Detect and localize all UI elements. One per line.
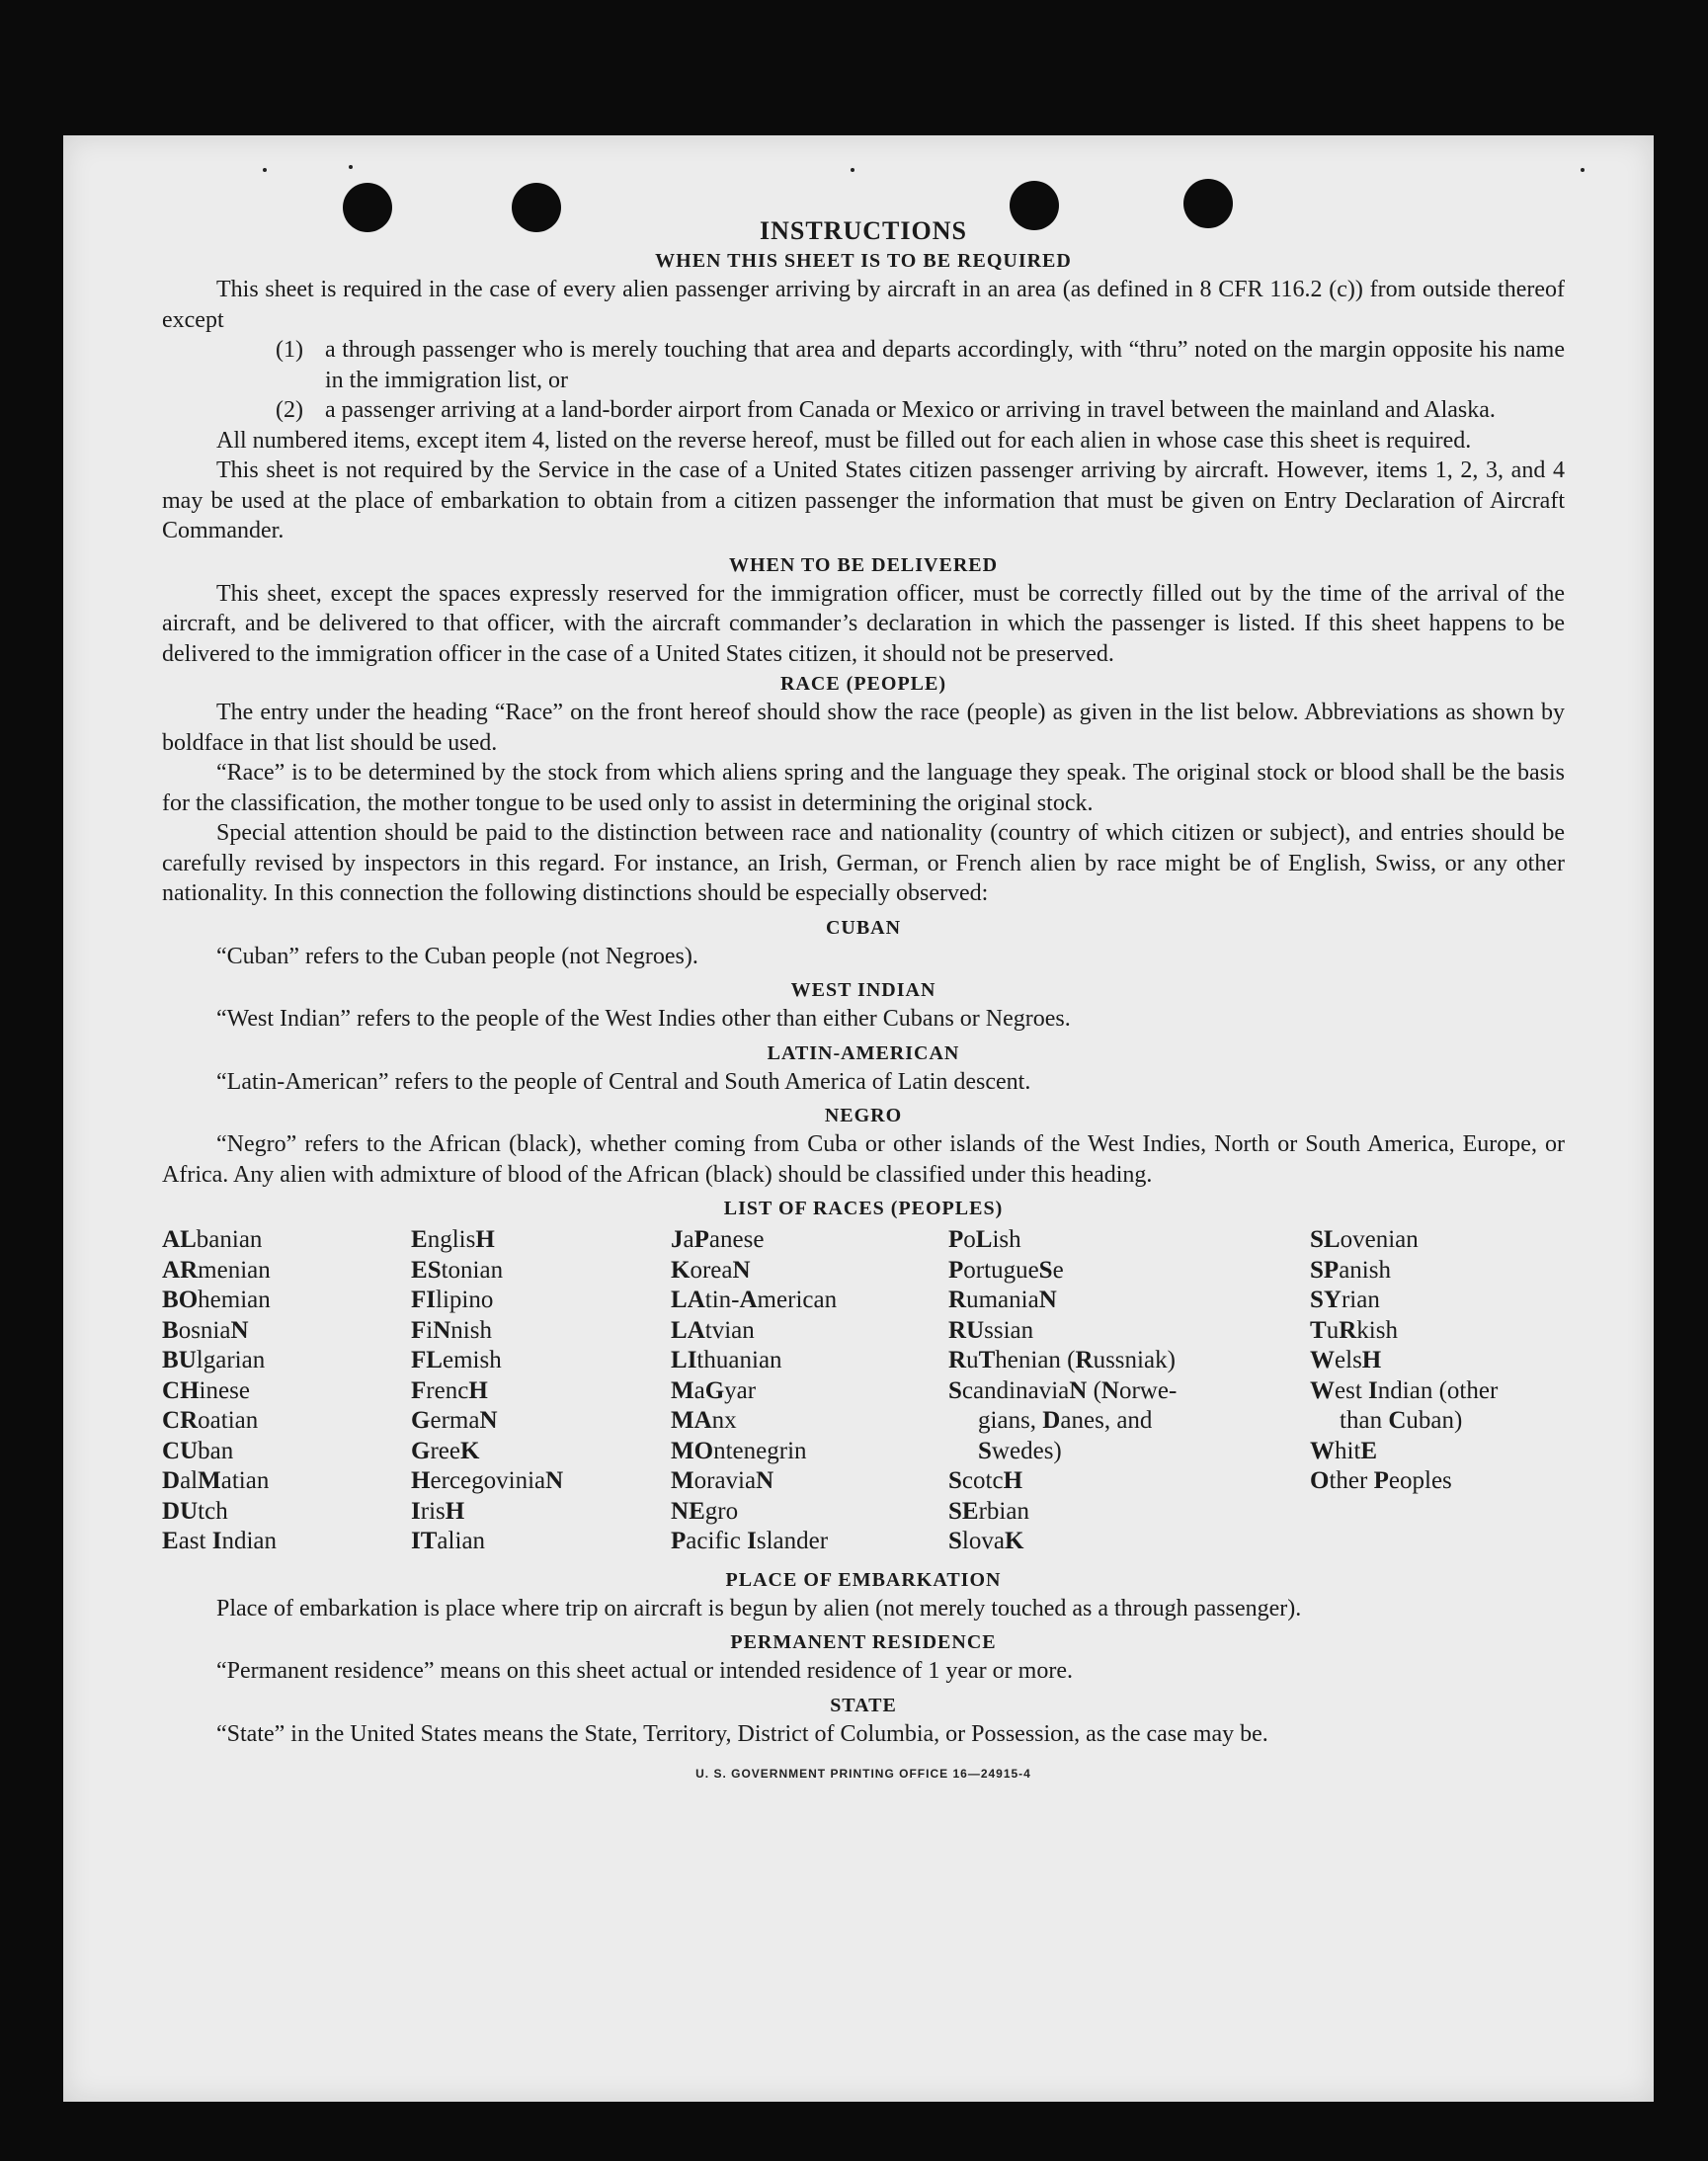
race-entry: WelsH: [1310, 1347, 1382, 1373]
race-entry: LAtin-American: [671, 1287, 838, 1313]
paragraph-race-distinction: Special attention should be paid to the distinction between race and nationality (country of which citizen or subject), and entries should be carefully revised by inspectors in this regard. For instance, an Irish, German, or French alien by race might be of English, Swiss, or any other nationality. In this connection the following distinctions should be especially observed:: [162, 820, 1565, 906]
race-entry: CHinese: [162, 1376, 250, 1404]
race-entry: Swedes): [978, 1437, 1062, 1464]
race-entry: gians, Danes, and: [978, 1407, 1153, 1434]
paragraph-delivered: This sheet, except the spaces expressly reserved for the immigration officer, must be correctly filled out by the time of the arrival of the aircraft, and be delivered to that officer, with the aircraft commander’s declaration in which the passenger is listed. If this sheet happens to be delivered to the immigration officer in the case of a United States citizen, it should not be preserved.: [162, 580, 1565, 667]
paragraph-required-intro: This sheet is required in the case of every alien passenger arriving by aircraft in an area (as defined in 8 CFR 116.2 (c)) from outside thereof except: [162, 277, 1565, 333]
heading-permanent-residence: PERMANENT RESIDENCE: [730, 1631, 997, 1653]
race-entry: BUlgarian: [162, 1347, 266, 1373]
paragraph-west-indian: “West Indian” refers to the people of the West Indies other than either Cubans or Negroes.: [216, 1006, 1071, 1032]
race-entry: PoLish: [948, 1226, 1021, 1253]
race-entry: than Cuban): [1340, 1407, 1463, 1434]
race-entry: CRoatian: [162, 1407, 259, 1434]
speck: [851, 168, 854, 172]
document-sheet: [63, 135, 1654, 2102]
item-number: (2): [276, 397, 303, 423]
race-entry: MOntenegrin: [671, 1437, 807, 1464]
race-entry: BosniaN: [162, 1316, 249, 1344]
heading-latin-american: LATIN-AMERICAN: [767, 1041, 960, 1064]
race-entry: SYrian: [1310, 1287, 1380, 1313]
race-entry: WhitE: [1310, 1437, 1378, 1464]
race-entry: EStonian: [411, 1256, 504, 1284]
paragraph-negro: “Negro” refers to the African (black), whether coming from Cuba or other islands of the West Indies, North or South America, Europe, or Africa. Any alien with admixture of blood of the African (black) should be classified under this heading.: [162, 1131, 1565, 1188]
paragraph-cuban: “Cuban” refers to the Cuban people (not Negroes).: [216, 943, 698, 969]
item-number: (1): [276, 337, 303, 363]
race-entry: FLemish: [411, 1347, 502, 1373]
races-column: [671, 1225, 948, 1557]
list-item: [276, 335, 1565, 395]
item-text: a passenger arriving at a land-border airport from Canada or Mexico or arriving in travel between the mainland and Alaska.: [325, 397, 1496, 423]
race-entry: SErbian: [948, 1497, 1029, 1525]
race-entry: ScotcH: [948, 1467, 1023, 1494]
races-column: [948, 1225, 1237, 1557]
races-column: [1310, 1225, 1565, 1557]
paragraph-race-entry: The entry under the heading “Race” on the front hereof should show the race (people) as given in the list below. Abbreviations as shown by boldface in that list should be used.: [162, 700, 1565, 756]
race-entry: GreeK: [411, 1437, 480, 1464]
printer-imprint: U. S. GOVERNMENT PRINTING OFFICE 16—24915-4: [695, 1767, 1031, 1781]
race-entry: SlovaK: [948, 1528, 1024, 1554]
paragraph-latin-american: “Latin-American” refers to the people of Central and South America of Latin descent.: [216, 1068, 1031, 1095]
race-entry: LAtvian: [671, 1316, 755, 1344]
race-entry: PortugueSe: [948, 1256, 1064, 1284]
race-entry: FIlipino: [411, 1287, 494, 1313]
speck: [349, 165, 353, 169]
item-text: a through passenger who is merely touching that area and departs accordingly, with “thru” noted on the margin opposite his name in the immigration list, or: [325, 337, 1565, 393]
race-entry: ARmenian: [162, 1256, 271, 1284]
heading-when-required: WHEN THIS SHEET IS TO BE REQUIRED: [655, 250, 1072, 272]
heading-list-of-races: LIST OF RACES (PEOPLES): [723, 1198, 1004, 1219]
race-entry: ITalian: [411, 1528, 486, 1554]
heading-cuban: CUBAN: [825, 916, 902, 939]
race-entry: DUtch: [162, 1497, 228, 1525]
heading-state: STATE: [830, 1694, 897, 1716]
race-entry: HercegoviniaN: [411, 1467, 564, 1494]
heading-west-indian: WEST INDIAN: [790, 979, 936, 1001]
paragraph-race-definition: “Race” is to be determined by the stock from which aliens spring and the language they speak. The original stock or blood shall be the basis for the classification, the mother tongue to be used only to assist in determining the original stock.: [162, 760, 1565, 816]
paragraph-embarkation: Place of embarkation is place where trip on aircraft is begun by alien (not merely touched as a through passenger).: [216, 1595, 1302, 1621]
race-entry: MoraviaN: [671, 1467, 774, 1494]
race-entry: BOhemian: [162, 1287, 271, 1313]
paragraph-numbered-items: All numbered items, except item 4, listed on the reverse hereof, must be filled out for each alien in whose case this sheet is required.: [216, 427, 1472, 454]
race-entry: KoreaN: [671, 1256, 751, 1284]
race-entry: FrencH: [411, 1376, 488, 1404]
race-entry: DalMatian: [162, 1467, 270, 1494]
heading-when-delivered: WHEN TO BE DELIVERED: [728, 553, 999, 576]
race-entry: Pacific Islander: [671, 1528, 829, 1554]
paragraph-permanent-residence: “Permanent residence” means on this sheet actual or intended residence of 1 year or more.: [216, 1658, 1073, 1684]
race-entry: CUban: [162, 1437, 234, 1464]
race-entry: IrisH: [411, 1497, 465, 1525]
races-table: [162, 1225, 1565, 1557]
race-entry: ALbanian: [162, 1226, 263, 1253]
race-entry: MAnx: [671, 1407, 737, 1434]
race-entry: SLovenian: [1310, 1226, 1419, 1253]
paragraph-citizen: This sheet is not required by the Service in the case of a United States citizen passenger arriving by aircraft. However, items 1, 2, 3, and 4 may be used at the place of embarkation to obtain from a citizen passenger the information that must be given on Entry Declaration of Aircraft Commander.: [162, 457, 1565, 543]
race-entry: West Indian (other: [1310, 1376, 1499, 1404]
race-entry: FiNnish: [411, 1316, 492, 1344]
race-entry: TuRkish: [1310, 1316, 1398, 1344]
race-entry: RuThenian (Russniak): [948, 1347, 1176, 1373]
heading-embarkation: PLACE OF EMBARKATION: [725, 1568, 1002, 1591]
heading-negro: NEGRO: [824, 1105, 903, 1126]
race-entry: GermaN: [411, 1407, 498, 1434]
race-entry: MaGyar: [671, 1376, 757, 1404]
heading-race: RACE (PEOPLE): [780, 673, 946, 695]
races-column: [411, 1225, 671, 1557]
race-entry: RumaniaN: [948, 1287, 1057, 1313]
speck: [1581, 168, 1585, 172]
race-entry: East Indian: [162, 1528, 278, 1554]
races-column: [162, 1225, 411, 1557]
page-title: INSTRUCTIONS: [760, 216, 967, 245]
race-entry: JaPanese: [671, 1226, 765, 1253]
race-entry: EnglisH: [411, 1226, 495, 1253]
race-entry: SPanish: [1310, 1256, 1391, 1284]
race-entry: ScandinaviaN (Norwe-: [948, 1376, 1178, 1404]
list-item: [276, 395, 1565, 426]
race-entry: LIthuanian: [671, 1347, 782, 1373]
speck: [263, 168, 267, 172]
paragraph-state: “State” in the United States means the State, Territory, District of Columbia, or Possession, as the case may be.: [216, 1720, 1268, 1747]
race-entry: RUssian: [948, 1316, 1034, 1344]
race-entry: Other Peoples: [1310, 1467, 1452, 1494]
race-entry: NEgro: [671, 1497, 739, 1525]
instructions-content: [162, 214, 1565, 1789]
